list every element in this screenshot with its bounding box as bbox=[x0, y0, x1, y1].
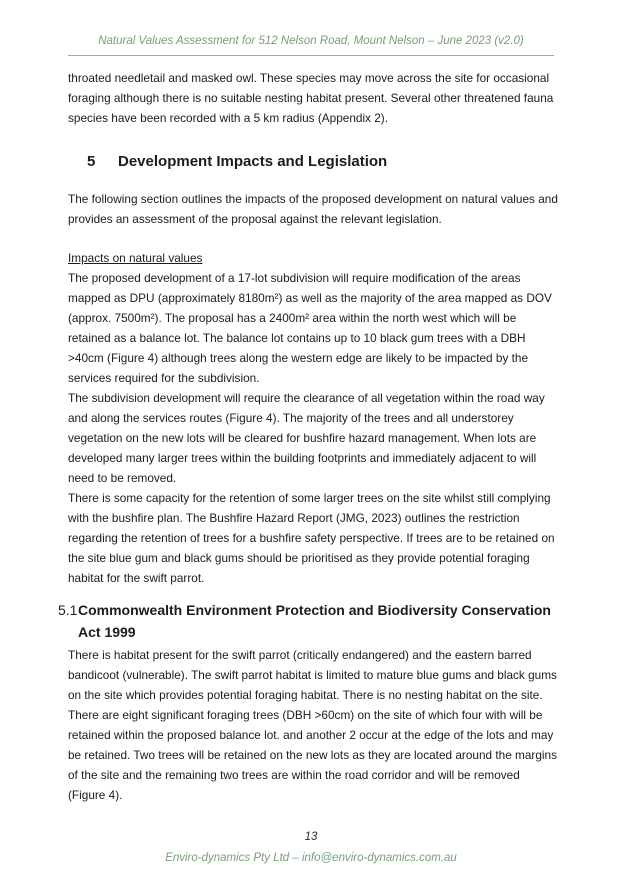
subheading-impacts-on-natural-values: Impacts on natural values bbox=[68, 251, 203, 265]
section-number: 5 bbox=[87, 153, 96, 170]
paragraph-impacts-1: The proposed development of a 17-lot subdivision will require modification of the areas mapped as DPU (approximately 8180m²) as well as the majority of the area mapped as DOV (approx. 7500m²). The proposal has a 2400m² area within the north west which will be retained as a balance lot. The balance lot contains up to 10 black gum trees with a DBH >40cm (Figure 4) although trees along the western edge are likely to be impacted by the services required for the subdivision. bbox=[68, 271, 552, 385]
page-header bbox=[68, 0, 554, 56]
paragraph-impacts-3: There is some capacity for the retention of some larger trees on the site whilst still complying with the bushfire plan. The Bushfire Hazard Report (JMG, 2023) outlines the restriction regarding the retention of trees for a bushfire safety perspective. If trees are to be retained on the site blue gum and black gums should be prioritised as they provide potential foraging habitat for the swift parrot. bbox=[68, 491, 555, 585]
subsection-title: Commonwealth Environment Protection and Biodiversity Conservation Act 1999 bbox=[78, 602, 551, 640]
header-title: Natural Values Assessment for 512 Nelson Road, Mount Nelson – June 2023 (v2.0) bbox=[98, 35, 524, 47]
footer-company-contact: Enviro-dynamics Pty Ltd – info@enviro-dynamics.com.au bbox=[165, 852, 457, 864]
section-title: Development Impacts and Legislation bbox=[118, 153, 388, 170]
section-heading-5 bbox=[87, 152, 558, 172]
paragraph-epbc: There is habitat present for the swift parrot (critically endangered) and the eastern barred bandicoot (vulnerable). The swift parrot habitat is limited to mature blue gums and black gums on the site which provides potential foraging habitat. There is no nesting habitat on the site. There are eight significant foraging trees (DBH >60cm) on the site of which four with will be retained within the proposed balance lot. and another 2 occur at the edge of the lots and may be retained. Two trees will be retained on the new lots as they are located around the margins of the site and the remaining two trees are within the road corridor and will be removed (Figure 4). bbox=[68, 648, 557, 802]
paragraph-intro: throated needletail and masked owl. These species may move across the site for occasional foraging although there is no suitable nesting habitat present. Several other threatened fauna species have been recorded with a 5 km radius (Appendix 2). bbox=[68, 71, 554, 125]
page-footer bbox=[68, 829, 554, 865]
page-content bbox=[58, 58, 558, 805]
paragraph-impacts-2: The subdivision development will require the clearance of all vegetation within the road way and along the services routes (Figure 4). The majority of the trees and all understorey vegetation on the new lots will be cleared for bushfire hazard management. When lots are developed many larger trees within the building footprints and immediately adjacent to will need to be removed. bbox=[68, 391, 545, 485]
subsection-number: 5.1 bbox=[58, 602, 78, 618]
page-number: 13 bbox=[304, 831, 318, 843]
subsection-heading-5-1 bbox=[58, 599, 558, 643]
paragraph-section-intro: The following section outlines the impacts of the proposed development on natural values and provides an assessment of the proposal against the relevant legislation. bbox=[68, 192, 558, 226]
